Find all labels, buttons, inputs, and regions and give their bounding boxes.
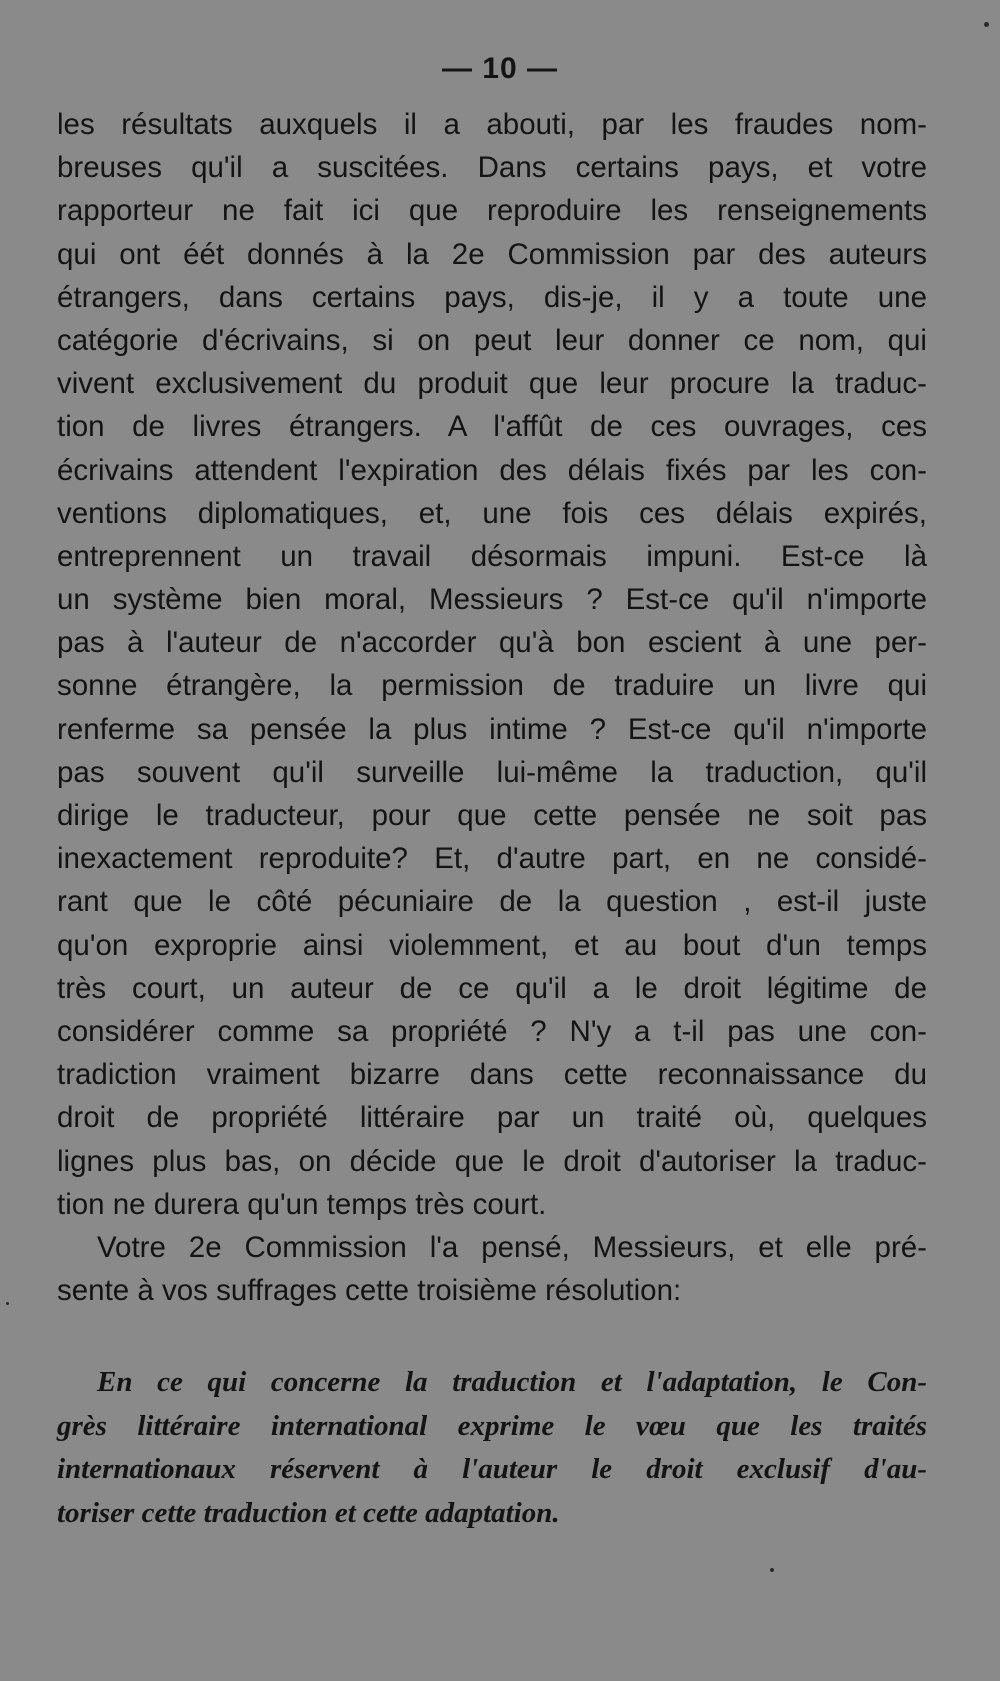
text-line: tion de livres étrangers. A l'affût de ces ouvrages, ces <box>57 410 927 444</box>
text-line: étrangers, dans certains pays, dis-je, il y a toute une <box>57 280 927 314</box>
text-line: rapporteur ne fait ici que reproduire les renseignements <box>57 194 927 228</box>
text-line: rant que le côté pécuniaire de la question , est-il juste <box>57 885 927 919</box>
scan-speck <box>770 1568 774 1572</box>
text-line: qui ont éét donnés à la 2e Commission par des auteurs <box>57 237 927 271</box>
text-line: lignes plus bas, on décide que le droit d'autoriser la traduc- <box>57 1144 927 1178</box>
text-line: ventions diplomatiques, et, une fois ces délais expirés, <box>57 496 927 530</box>
resolution-line: En ce qui concerne la traduction et l'adaptation, le Con- <box>97 1366 927 1398</box>
text-line: écrivains attendent l'expiration des délais fixés par les con- <box>57 453 927 487</box>
resolution-text <box>57 1361 927 1535</box>
text-line: inexactement reproduite? Et, d'autre part, en ne considé- <box>57 842 927 876</box>
text-line: droit de propriété littéraire par un traité où, quelques <box>57 1101 927 1135</box>
resolution-line: internationaux réservent à l'auteur le droit exclusif d'au- <box>57 1453 927 1485</box>
scan-speck <box>6 1302 9 1305</box>
text-line: un système bien moral, Messieurs ? Est-ce qu'il n'importe <box>57 583 927 617</box>
text-line: renferme sa pensée la plus intime ? Est-ce qu'il n'importe <box>57 712 927 746</box>
text-line: entreprennent un travail désormais impuni. Est-ce là <box>57 539 927 573</box>
text-line: sonne étrangère, la permission de traduire un livre qui <box>57 669 927 703</box>
text-line: les résultats auxquels il a abouti, par les fraudes nom- <box>57 108 927 141</box>
text-line: qu'on exproprie ainsi violemment, et au bout d'un temps <box>57 928 927 962</box>
text-line: tradiction vraiment bizarre dans cette reconnaissance du <box>57 1058 927 1092</box>
resolution-line: grès littéraire international exprime le vœu que les traités <box>57 1409 927 1442</box>
resolution-line: toriser cette traduction et cette adaptation. <box>57 1496 560 1529</box>
text-line: pas souvent qu'il surveille lui-même la traduction, qu'il <box>57 755 927 789</box>
text-line: vivent exclusivement du produit que leur procure la traduc- <box>57 367 927 401</box>
text-line: pas à l'auteur de n'accorder qu'à bon escient à une per- <box>57 626 927 660</box>
body-text <box>57 103 927 1312</box>
text-line: dirige le traducteur, pour que cette pensée ne soit pas <box>57 799 927 832</box>
paragraph-2-line: sente à vos suffrages cette troisième résolution: <box>57 1274 682 1308</box>
text-line: breuses qu'il a suscitées. Dans certains pays, et votre <box>57 151 927 185</box>
scan-speck <box>984 22 989 27</box>
text-line: tion ne durera qu'un temps très court. <box>57 1187 547 1221</box>
text-line: considérer comme sa propriété ? N'y a t-il pas une con- <box>57 1014 927 1048</box>
text-line: très court, un auteur de ce qu'il a le droit légitime de <box>57 971 927 1005</box>
paragraph-2-line: Votre 2e Commission l'a pensé, Messieurs, et elle pré- <box>97 1230 927 1264</box>
text-line: catégorie d'écrivains, si on peut leur donner ce nom, qui <box>57 323 927 357</box>
page-number: — 10 — <box>441 52 559 85</box>
